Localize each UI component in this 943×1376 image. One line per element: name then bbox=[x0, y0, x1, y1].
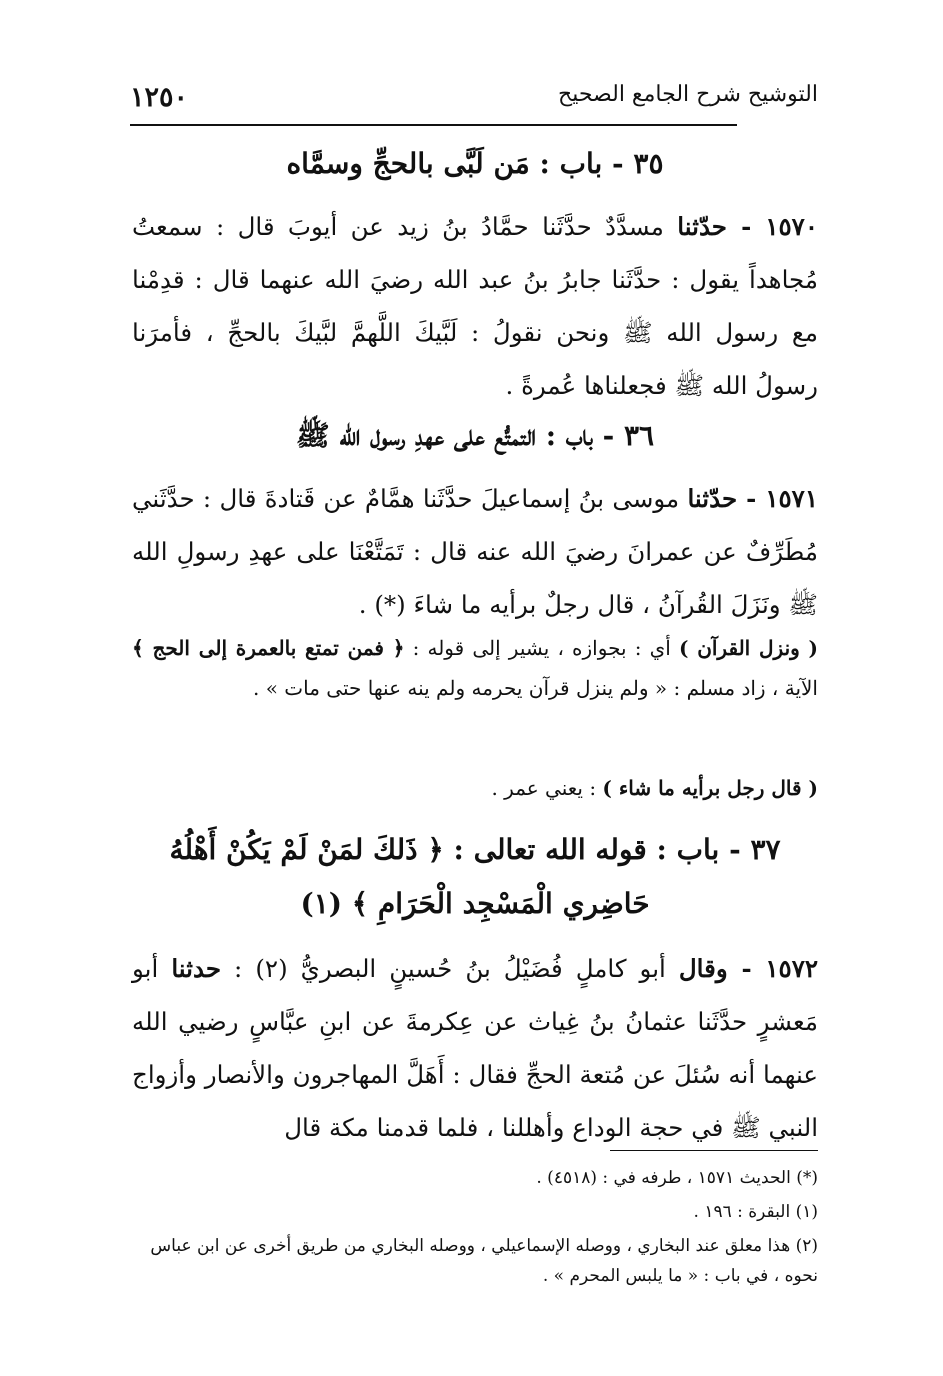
running-header bbox=[130, 78, 818, 118]
hadith-text: موسى بنُ إسماعيلَ حدَّثَنا همَّامٌ عن قَتادةَ قال : حدَّثَني مُطَرِّفٌ عن عمرانَ رضيَ الله عنه قال : تَمَتَّعْنَا على عهدِ رسولِ الله ﷺ ونَزَلَ القُرآنُ ، قال رجلٌ برأيه ما شاءَ (*) . bbox=[132, 484, 818, 619]
commentary-1 bbox=[132, 628, 818, 708]
commentary-text: : يعني عمر . bbox=[491, 776, 597, 800]
hadith-1570 bbox=[132, 200, 818, 412]
footnote-star: (*) الحديث ١٥٧١ ، طرفه في : (٤٥١٨) . bbox=[536, 1168, 818, 1188]
footnote-rule bbox=[610, 1150, 818, 1151]
commentary-term: ( ونزل القرآن ) bbox=[678, 636, 819, 660]
chapter-heading-35: ٣٥ - باب : مَن لَبَّى بالحجِّ وسمَّاه bbox=[286, 147, 664, 180]
chapter-heading-37-line-1: ٣٧ - باب : قوله الله تعالى : ﴿ ذَلكَ لمَنْ لَمْ يَكُنْ أَهْلُهُ bbox=[169, 833, 781, 866]
hadith-text: أبو مَعشرٍ حدَّثَنا عثمانُ بنُ غِياث عن عِكرمةَ عن ابنِ عبَّاسٍ رضيي الله عنهما أنه سُئلَ عن مُتعة الحجِّ فقال : أَهَلَّ المهاجرون والأنصار وأزواج النبي ﷺ في حجة الوداع وأهللنا ، فلما قدمنا مكة قال bbox=[132, 954, 818, 1142]
commentary-2 bbox=[132, 768, 818, 808]
chapter-heading-37-line-2: حَاضِري الْمَسْجِد الْحَرَامِ ﴾ (١) bbox=[300, 887, 650, 920]
footnote-1: (١) البقرة : ١٩٦ . bbox=[693, 1202, 818, 1222]
hadith-1572 bbox=[132, 942, 818, 1154]
commentary-text: الآية ، زاد مسلم : « ولم ينزل قرآن يحرمه ولم ينه عنها حتى مات » . bbox=[253, 676, 818, 700]
hadith-text: مسدَّدٌ حدَّثَنا حمَّادُ بنُ زيد عن أيوبَ قال : سمعتُ مُجاهداً يقول : حدَّثَنا جابرُ بنُ عبد الله رضيَ الله عنهما قال : قدِمْنا مع رسول الله ﷺ ونحن نقولُ : لَبَّيكَ اللَّهمَّ لبَّيكَ بالحجِّ ، فأمرَنا رسولُ الله ﷺ فجعلناها عُمرةً . bbox=[132, 212, 818, 400]
commentary-term: ( قال رجل برأيه ما شاء ) bbox=[602, 776, 818, 800]
header-rule bbox=[130, 124, 737, 126]
hadith-number: ١٥٧٠ - حدّثنا bbox=[677, 212, 818, 241]
hadith-number: ١٥٧٢ - وقال bbox=[678, 954, 819, 983]
chapter-heading-36: ٣٦ - باب : التمتُّع على عهدِ رسول الله ﷺ bbox=[295, 419, 655, 452]
footnote-2: (٢) هذا معلق عند البخاري ، ووصله الإسماعيلي ، ووصله البخاري من طريق أخرى عن ابن عباس نحوه ، في باب : « ما يلبس المحرم » . bbox=[150, 1236, 818, 1286]
page-number: ١٢٥٠ bbox=[130, 82, 189, 113]
commentary-text: أي : بجوازه ، يشير إلى قوله : bbox=[412, 636, 671, 660]
hadith-number: ١٥٧١ - حدّثنا bbox=[687, 484, 818, 513]
running-title: التوشيح شرح الجامع الصحيح bbox=[558, 82, 818, 107]
hadith-chain-word: حدثنا bbox=[171, 954, 222, 983]
hadith-text: أبو كاملٍ فُضَيْلُ بنُ حُسينٍ البصريُّ (٢) : bbox=[234, 954, 666, 983]
quran-quote: ﴿ فمن تمتع بالعمرة إلى الحج ﴾ bbox=[132, 636, 405, 660]
hadith-1571 bbox=[132, 472, 818, 631]
